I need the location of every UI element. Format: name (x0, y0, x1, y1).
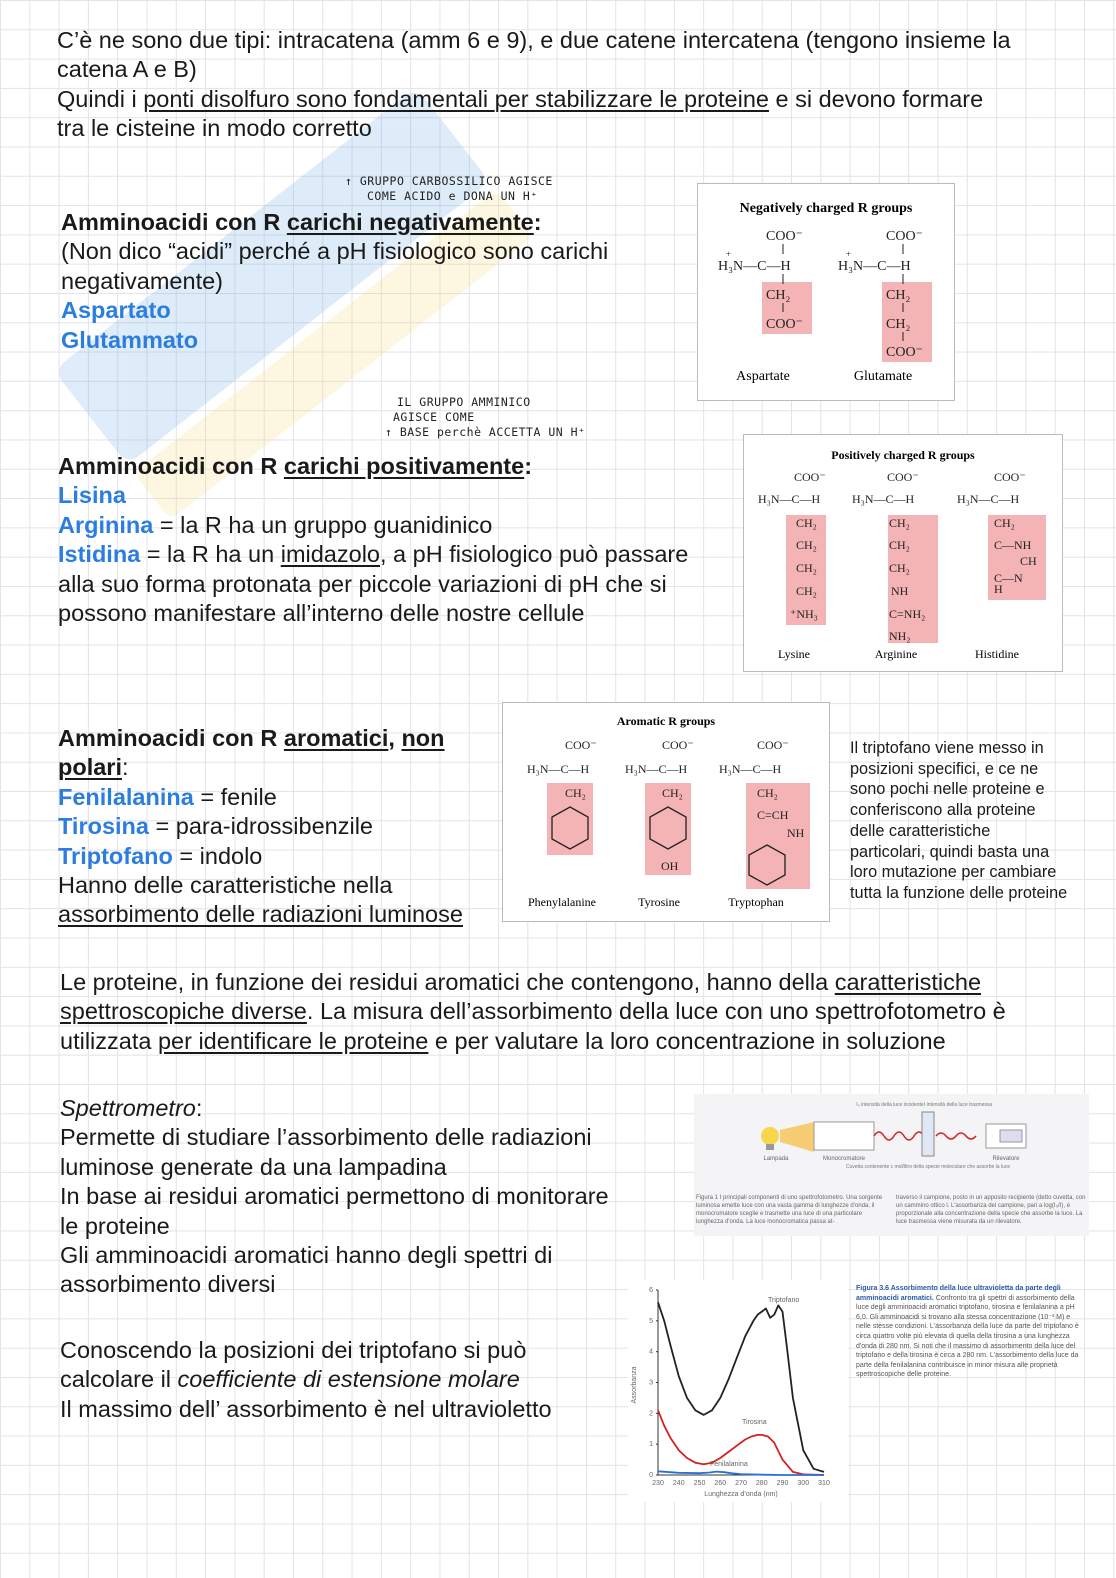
wave-out-icon (936, 1133, 976, 1139)
hand-neg-line-1: ↑ GRUPPO CARBOSSILICO AGISCE (345, 174, 553, 188)
spettrometro-title-line (60, 1094, 660, 1123)
x-tick-label: 300 (797, 1480, 810, 1487)
intro-paragraph (57, 26, 1067, 144)
pos-label-histidine: Histidine (975, 647, 1019, 661)
x-tick-label: 280 (755, 1480, 768, 1487)
spectro-l3-underline: per identificare le proteine (157, 1027, 429, 1054)
spettrometro-line: In base ai residui aromatici permettono di monitorare (60, 1183, 609, 1210)
pos-aa-arginina: Arginina (58, 511, 154, 538)
x-tick-label: 240 (672, 1480, 685, 1487)
svg-text:H₃N—C—H: H₃N—C—H (957, 492, 1020, 506)
svg-text:⁺NH₃: ⁺NH₃ (790, 607, 818, 621)
label-i0: I₀ intensità della luce incidente (856, 1102, 924, 1108)
svg-text:CH₂: CH₂ (796, 538, 817, 552)
arom-label-tyrosine: Tyrosine (638, 895, 680, 909)
svg-text:COO⁻: COO⁻ (886, 345, 923, 360)
triptofano-side-note (850, 738, 1112, 904)
intro-line-1: C’è ne sono due tipi: intracatena (amm 6 e 9), e due catene intercatena (tengono insieme la (57, 27, 1011, 53)
series-line-triptofano (658, 1302, 824, 1472)
label-mono: Monocromatore (822, 1156, 866, 1162)
y-tick-label: 0 (649, 1472, 653, 1479)
arom-tirosina-line (58, 812, 508, 841)
y-tick-label: 3 (649, 1379, 653, 1387)
caption-title: Figura 3.6 Assorbimento della luce ultravioletta da parte degli amminoacidi aromatici. (856, 1285, 1061, 1302)
svg-text:COO⁻: COO⁻ (757, 738, 789, 752)
x-tick-label: 270 (735, 1480, 747, 1487)
pos-aa-istidina-line (58, 540, 738, 569)
spettrometro-line: assorbimento diversi (60, 1271, 276, 1298)
intro-line-3-pre: Quindi i (57, 85, 144, 112)
svg-text:CH₂: CH₂ (889, 516, 910, 530)
svg-text:COO⁻: COO⁻ (994, 470, 1026, 484)
pos-istidina-desc-post: , a pH fisiologico può passare (380, 541, 689, 568)
y-tick-label: 2 (649, 1410, 653, 1418)
svg-text:CH₂: CH₂ (994, 516, 1015, 530)
spettrometro-line: le proteine (60, 1212, 170, 1239)
caption-body: Confronto tra gli spettri di assorbimento della luce degli amminoacidi aromatici triptofano, tirosina e fenilalanina a pH 6,0. Gli amminoacidi si trovano alla stessa concentrazione (10⁻³ M) e nelle stesse condizioni. L'assorbanza della luce da parte del triptofano è circa quattro volte più elevata di quella della tirosina a una lunghezza d'onda di 280 nm. Si noti che il massimo di assorbimento della luce del triptofano e della tirosina è circa a 280 nm. L'assorbimento della luce da parte della fenilalanina contribuisce in minor misura alle proprietà spettroscopiche delle proteine. (856, 1294, 1079, 1379)
handwritten-note-pos (385, 395, 595, 440)
pos-desc-3: possono manifestare all’interno delle nostre cellule (58, 600, 585, 627)
arom-title (58, 724, 508, 783)
side-note-line: particolari, quindi basta una (850, 842, 1050, 861)
arom-title-non-polari: non polari (58, 725, 445, 781)
neg-desc-1: (Non dico “acidi” perché a pH fisiologico sono carichi (61, 238, 609, 265)
arom-label-tryptophan: Tryptophan (728, 895, 784, 909)
pos-arginina-desc: = la R ha un gruppo guanidinico (153, 511, 493, 538)
spettrometro-title: Spettrometro (60, 1095, 196, 1121)
svg-text:C—NH: C—NH (994, 538, 1032, 552)
coef-line-2 (60, 1365, 660, 1394)
lamp-icon (761, 1122, 814, 1152)
section-coefficiente (60, 1336, 660, 1424)
intro-line-3 (57, 85, 1067, 114)
spectro-line-1 (60, 968, 1070, 997)
monochromator-box (814, 1122, 874, 1150)
side-note-line: sono pochi nelle proteine e (850, 780, 1045, 799)
arom-title-pre: Amminoacidi con R (58, 725, 284, 751)
figure-3-6-caption (856, 1284, 1086, 1380)
y-axis-label: Assorbanza (631, 1366, 638, 1404)
spectro-caption-left: Figura 1 I principali componenti di uno spettrofotometro. Una sorgente luminosa emette luce con una vasta gamma di lunghezze d'onda; il monocromatore sceglie e trasmette una luce di una particolare lunghezza d'onda. La luce monocromatica passa at- (696, 1195, 883, 1225)
coef-l2-italic: coefficiente di estensione molare (177, 1366, 520, 1393)
handwritten-note-neg (345, 174, 595, 204)
arom-triptofano-line (58, 842, 508, 871)
svg-text:H₃N—C—H: H₃N—C—H (625, 762, 688, 776)
pos-title-underline: carichi positivamente (283, 453, 525, 479)
side-note-line: posizioni specifici, e ce ne (850, 759, 1039, 778)
svg-text:NH₂: NH₂ (889, 629, 911, 643)
spectro-l3-post: e per valutare la loro concentrazione in soluzione (428, 1027, 946, 1054)
spettrometro-colon: : (195, 1095, 203, 1121)
figure-aromatic-r-groups (502, 702, 830, 922)
svg-text:CH₂: CH₂ (886, 317, 911, 332)
side-note-line: delle caratteristiche (850, 821, 991, 840)
arom-desc-1: Hanno delle caratteristiche nella (58, 872, 393, 899)
spectro-line-3 (60, 1027, 1070, 1056)
spectro-line-2 (60, 997, 1070, 1026)
spectro-l1-pre: Le proteine, in funzione dei residui aromatici che contengono, hanno della (60, 969, 835, 995)
spettrometro-line: luminose generate da una lampadina (60, 1153, 447, 1180)
neg-aa-glutammato: Glutammato (61, 326, 199, 353)
pos-label-arginine: Arginine (874, 647, 918, 661)
section-aromatic (58, 724, 508, 930)
figure-spectrophotometer (694, 1094, 1089, 1236)
arom-aa-tirosina: Tirosina (58, 813, 149, 840)
neg-structure-asp (718, 229, 803, 332)
svg-text:H: H (994, 582, 1003, 596)
y-tick-label: 6 (649, 1287, 653, 1294)
intro-line-4: tra le cisteine in modo corretto (57, 115, 372, 142)
arom-title-mid: , (388, 725, 402, 751)
arom-triptofano-desc: = indolo (172, 842, 263, 869)
neg-title-pre: Amminoacidi con R (61, 209, 287, 235)
svg-text:H₃N—C—H: H₃N—C—H (838, 259, 911, 274)
y-tick-label: 5 (649, 1317, 653, 1325)
hand-pos-line-2: AGISCE COME (393, 410, 475, 424)
hand-neg-line-2: COME ACIDO e DONA UN H⁺ (367, 189, 538, 203)
coef-l2-pre: calcolare il (60, 1366, 178, 1393)
label-lamp: Lampada (763, 1156, 789, 1162)
spectroscopy-paragraph (60, 968, 1070, 1056)
side-note-line: tutta la funzione delle proteine (850, 883, 1068, 902)
svg-text:COO⁻: COO⁻ (565, 738, 597, 752)
annot-tirosina: Tirosina (742, 1419, 767, 1426)
annot-fenilalanina: Fenilalanina (710, 1461, 748, 1468)
x-axis-label: Lunghezza d’onda (nm) (704, 1491, 778, 1498)
svg-text:COO⁻: COO⁻ (887, 470, 919, 484)
arom-desc-2: assorbimento delle radiazioni luminose (58, 901, 463, 928)
pos-istidina-imidazolo: imidazolo (280, 541, 380, 568)
svg-text:C=CH: C=CH (757, 808, 789, 822)
svg-text:CH: CH (1020, 554, 1037, 568)
svg-text:CH₂: CH₂ (796, 561, 817, 575)
arom-tirosina-desc: = para-idrossibenzile (148, 813, 374, 840)
svg-text:OH: OH (661, 859, 679, 873)
arom-label-phenylalanine: Phenylalanine (528, 895, 596, 909)
spectro-l2-post: . La misura dell’assorbimento della luce con uno spettrofotometro è (306, 998, 1006, 1025)
svg-text:CH₂: CH₂ (796, 516, 817, 530)
wave-in-icon (874, 1132, 924, 1140)
x-tick-label: 260 (714, 1480, 727, 1487)
detector-display-icon (1000, 1130, 1022, 1142)
svg-text:H₃N—C—H: H₃N—C—H (852, 492, 915, 506)
svg-text:CH₂: CH₂ (662, 786, 683, 800)
spectro-caption-right: traverso il campione, posto in un apposito recipiente (detto cuvetta, con un cammino ottico l. L'assorbanza del campione, pari a log(I₀/I), è proporzionale alla concentrazione della specie che assorbe la luce. La luce trasmessa viene misurata da un rilevatore. (896, 1195, 1086, 1225)
pos-aa-istidina: Istidina (58, 541, 141, 568)
svg-text:CH₂: CH₂ (796, 584, 817, 598)
x-tick-label: 230 (652, 1480, 664, 1487)
pos-label-lysine: Lysine (778, 647, 810, 661)
spectro-l1-underline: caratteristiche (834, 969, 982, 995)
svg-text:H₃N—C—H: H₃N—C—H (527, 762, 590, 776)
coef-line-3: Il massimo dell’ assorbimento è nel ultravioletto (60, 1395, 552, 1422)
svg-text:COO⁻: COO⁻ (766, 229, 803, 244)
figure-negative-r-groups (697, 183, 955, 401)
side-note-line: Il triptofano viene messo in (850, 739, 1044, 757)
svg-text:NH: NH (891, 584, 909, 598)
side-note-line: conferiscono alla proteine (850, 801, 1036, 820)
svg-text:+: + (846, 249, 852, 259)
svg-text:CH₂: CH₂ (757, 786, 778, 800)
neg-desc-2: negativamente) (61, 267, 223, 294)
label-detector: Rilevatore (992, 1156, 1020, 1162)
pos-aa-lisina: Lisina (58, 482, 126, 509)
intro-underline-2: per stabilizzare le proteine (494, 85, 769, 112)
arom-fig-title: Aromatic R groups (616, 714, 716, 728)
side-note-line: loro mutazione per cambiare (850, 863, 1057, 882)
spectro-l3-pre: utilizzata (60, 1027, 158, 1054)
hand-pos-line-1: IL GRUPPO AMMINICO (397, 395, 531, 409)
spettrometro-line: Permette di studiare l’assorbimento delle radiazioni (60, 1124, 592, 1151)
label-cuvette: Cuvetta contenente c mol/litro della specie molecolare che assorbe la luce (845, 1164, 1011, 1170)
x-tick-label: 250 (693, 1480, 706, 1487)
x-tick-label: 310 (818, 1480, 830, 1487)
spectro-l2-underline: spettroscopiche diverse (60, 998, 307, 1025)
section-spettrometro (60, 1094, 660, 1300)
svg-text:COO⁻: COO⁻ (886, 229, 923, 244)
neg-fig-title: Negatively charged R groups (739, 201, 913, 216)
neg-title (61, 208, 681, 237)
arom-aa-triptofano: Triptofano (58, 842, 173, 869)
svg-text:COO⁻: COO⁻ (766, 317, 803, 332)
y-tick-label: 1 (649, 1441, 653, 1449)
neg-title-post: : (533, 209, 542, 235)
svg-text:H₃N—C—H: H₃N—C—H (758, 492, 821, 506)
intro-line-3-post: e si devono formare (768, 85, 984, 112)
svg-text:C—N: C—N (994, 571, 1023, 585)
hand-pos-line-3: ↑ BASE perchè ACCETTA UN H⁺ (385, 425, 586, 439)
neg-label-glutamate: Glutamate (853, 369, 913, 384)
coef-line-1: Conoscendo la posizioni dei triptofano si può (60, 1337, 527, 1363)
svg-text:H₃N—C—H: H₃N—C—H (718, 259, 791, 274)
x-tick-label: 290 (776, 1480, 789, 1487)
arom-title-aromatici: aromatici (283, 725, 389, 751)
svg-text:+: + (726, 249, 732, 259)
figure-absorbance-chart (628, 1280, 848, 1502)
svg-text:NH: NH (787, 826, 805, 840)
y-tick-label: 4 (649, 1348, 653, 1356)
svg-text:COO⁻: COO⁻ (794, 470, 826, 484)
intro-line-2: catena A e B) (57, 56, 197, 83)
neg-label-aspartate: Aspartate (736, 369, 790, 384)
pos-istidina-desc-pre: = la R ha un (140, 541, 281, 568)
svg-text:H₃N—C—H: H₃N—C—H (719, 762, 782, 776)
neg-aa-aspartato: Aspartato (61, 297, 171, 324)
pos-aa-arginina-line (58, 511, 738, 540)
arom-fenilalanina-line (58, 783, 508, 812)
arom-fenilalanina-desc: = fenile (193, 783, 277, 810)
cuvette-icon (922, 1112, 934, 1156)
svg-text:COO⁻: COO⁻ (662, 738, 694, 752)
section-positive (58, 452, 738, 628)
svg-text:CH₂: CH₂ (565, 786, 586, 800)
svg-text:CH₂: CH₂ (886, 288, 911, 303)
figure-positive-r-groups (743, 434, 1063, 672)
pos-title-post: : (524, 453, 533, 479)
pos-desc-2: alla suo forma protonata per piccole variazioni di pH che si (58, 570, 667, 597)
pos-highlight-arg (888, 515, 938, 643)
svg-text:CH₂: CH₂ (889, 561, 910, 575)
pos-title-pre: Amminoacidi con R (58, 453, 284, 479)
neg-title-underline: carichi negativamente (286, 209, 534, 235)
pos-title (58, 452, 738, 481)
arom-title-post: : (121, 754, 129, 781)
annot-triptofano: Triptofano (768, 1297, 800, 1304)
label-i: I intensità della luce trasmessa (923, 1102, 993, 1108)
arom-aa-fenilalanina: Fenilalanina (58, 783, 194, 810)
section-negative (61, 208, 681, 355)
svg-text:C=NH₂: C=NH₂ (889, 607, 926, 621)
spettrometro-line: Gli amminoacidi aromatici hanno degli spettri di (60, 1242, 553, 1269)
pos-fig-title: Positively charged R groups (831, 448, 975, 462)
svg-text:CH₂: CH₂ (889, 538, 910, 552)
intro-underline-1: ponti disolfuro sono fondamentali (143, 85, 495, 112)
svg-text:CH₂: CH₂ (766, 288, 791, 303)
